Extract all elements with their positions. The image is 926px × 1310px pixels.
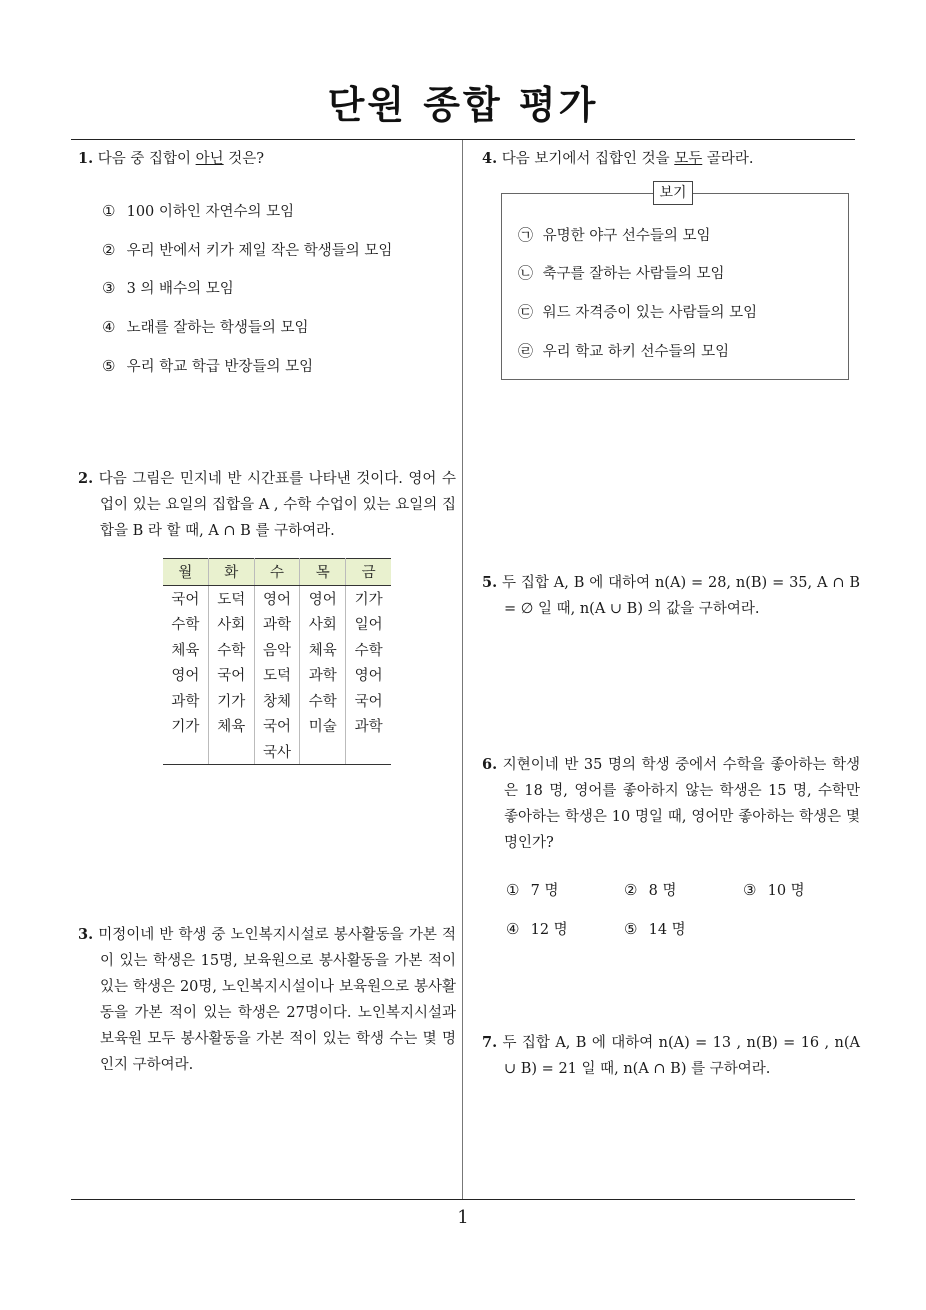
timetable-cell: 사회 (300, 611, 346, 637)
question-number: 4. (482, 150, 498, 167)
day-header: 수 (254, 559, 300, 586)
timetable-cell: 과학 (354, 719, 383, 736)
choice-marker: ④ (102, 318, 116, 336)
item-text: 유명한 야구 선수들의 모임 (542, 228, 711, 244)
timetable-row (163, 713, 391, 739)
question-3 (78, 922, 456, 1078)
question-4 (482, 146, 862, 172)
timetable-cell: 기가 (354, 591, 383, 608)
question-text-underlined: 모두 (674, 151, 703, 167)
question-text: 다음 중 집합이 (97, 151, 196, 167)
timetable-cell: 수학 (163, 611, 208, 637)
timetable-cell: 국어 (163, 585, 208, 611)
timetable-cell (300, 739, 346, 765)
choice-text: 7 명 (530, 883, 559, 899)
choice-4[interactable] (102, 317, 309, 338)
choice-text: 3 의 배수의 모임 (126, 281, 234, 297)
timetable-cell (346, 739, 391, 765)
day-header: 화 (208, 559, 254, 586)
question-number: 7. (482, 1034, 498, 1051)
question-number: 6. (482, 756, 498, 773)
footer-rule (71, 1199, 855, 1200)
timetable-row (163, 611, 391, 637)
question-7 (482, 1030, 860, 1082)
timetable-cell: 창체 (254, 688, 300, 714)
choice-marker: ③ (743, 881, 757, 899)
choice-marker: ③ (102, 279, 116, 297)
question-2 (78, 466, 456, 544)
choice-marker: ② (102, 241, 116, 259)
choice-5[interactable] (102, 356, 313, 377)
timetable-cell: 국어 (208, 662, 254, 688)
question-text-underlined: 아닌 (195, 151, 224, 167)
timetable-cell: 기가 (208, 688, 254, 714)
choice-text: 12 명 (530, 922, 568, 938)
question-text: 다음 보기에서 집합인 것을 (501, 151, 675, 167)
timetable-cell: 영어 (163, 662, 208, 688)
timetable-cell: 사회 (208, 611, 254, 637)
choice-4[interactable] (506, 919, 568, 940)
item-text: 축구를 잘하는 사람들의 모임 (542, 266, 725, 282)
example-box-label: 보기 (653, 181, 693, 205)
item-marker: ㉣ (518, 342, 534, 360)
item-text: 워드 자격증이 있는 사람들의 모임 (542, 305, 758, 321)
choice-marker: ② (624, 881, 638, 899)
choice-2[interactable] (102, 240, 392, 261)
choice-text: 노래를 잘하는 학생들의 모임 (126, 320, 309, 336)
timetable-cell: 과학 (254, 611, 300, 637)
choice-marker: ④ (506, 920, 520, 938)
choice-text: 100 이하인 자연수의 모임 (126, 204, 295, 220)
example-item-4 (518, 341, 729, 362)
timetable-cell: 체육 (208, 713, 254, 739)
question-text: 다음 그림은 민지네 반 시간표를 나타낸 것이다. 영어 수업이 있는 요일의 집합을 A , 수학 수업이 있는 요일의 집합을 B 라 할 때, A ∩ B 를 구하여라. (98, 471, 457, 539)
item-marker: ㉢ (518, 303, 534, 321)
question-text: 두 집합 A, B 에 대하여 n(A) = 28, n(B) = 35, A ∩ B = ∅ 일 때, n(A ∪ B) 의 값을 구하여라. (502, 575, 860, 617)
question-text: 지현이네 반 35 명의 학생 중에서 수학을 좋아하는 학생은 18 명, 영어를 좋아하지 않는 학생은 15 명, 수학만 좋아하는 학생은 10 명일 때, 영어만 좋아하는 학생은 몇 명인가? (502, 757, 860, 851)
item-text: 우리 학교 하키 선수들의 모임 (542, 344, 730, 360)
timetable-cell: 국어 (254, 713, 300, 739)
timetable-cell: 국사 (254, 739, 300, 765)
choice-1[interactable] (102, 201, 294, 222)
question-6 (482, 752, 860, 856)
header-rule (71, 139, 855, 140)
choice-1[interactable] (506, 880, 558, 901)
timetable-cell: 영어 (354, 668, 383, 685)
timetable-header-row (163, 559, 391, 586)
question-text: 두 집합 A, B 에 대하여 n(A) = 13 , n(B) = 16 , n(A ∪ B) = 21 일 때, n(A ∩ B) 를 구하여라. (502, 1035, 860, 1077)
example-item-3 (518, 302, 757, 323)
day-header: 목 (300, 559, 346, 586)
example-item-1 (518, 225, 711, 246)
timetable-cell (163, 739, 208, 765)
timetable-cell: 미술 (300, 713, 346, 739)
timetable-row (163, 662, 391, 688)
timetable-cell: 수학 (208, 637, 254, 663)
question-5 (482, 570, 860, 622)
timetable-cell: 수학 (300, 688, 346, 714)
question-number: 3. (78, 926, 94, 943)
example-item-2 (518, 263, 725, 284)
timetable-cell: 수학 (354, 642, 383, 659)
timetable-row (163, 739, 391, 765)
timetable-cell: 음악 (254, 637, 300, 663)
choice-3[interactable] (102, 278, 234, 299)
timetable (163, 558, 391, 765)
day-header: 월 (163, 559, 208, 586)
column-divider (462, 140, 463, 1200)
choice-text: 우리 학교 학급 반장들의 모임 (126, 359, 314, 375)
page-number: 1 (457, 1207, 469, 1228)
choice-marker: ⑤ (624, 920, 638, 938)
timetable-cell: 일어 (354, 617, 383, 634)
timetable-cell: 과학 (300, 662, 346, 688)
choice-text: 8 명 (648, 883, 677, 899)
timetable-cell: 기가 (163, 713, 208, 739)
choice-marker: ① (506, 881, 520, 899)
choice-3[interactable] (743, 880, 805, 901)
day-header: 금 (346, 559, 391, 586)
timetable-cell: 도덕 (254, 662, 300, 688)
item-marker: ㉠ (518, 226, 534, 244)
question-text: 골라라. (702, 151, 754, 167)
timetable-cell: 체육 (300, 637, 346, 663)
timetable-cell: 체육 (163, 637, 208, 663)
question-number: 1. (78, 150, 94, 167)
timetable-cell: 과학 (163, 688, 208, 714)
choice-text: 10 명 (767, 883, 805, 899)
choice-text: 우리 반에서 키가 제일 작은 학생들의 모임 (126, 243, 393, 259)
timetable-cell: 국어 (354, 693, 383, 710)
timetable-row (163, 585, 391, 611)
question-number: 5. (482, 574, 498, 591)
choice-marker: ① (102, 202, 116, 220)
timetable-cell (208, 739, 254, 765)
timetable-row (163, 688, 391, 714)
choice-text: 14 명 (648, 922, 686, 938)
question-1 (78, 146, 458, 172)
page-title: 단원 종합 평가 (327, 83, 599, 127)
choice-marker: ⑤ (102, 357, 116, 375)
choice-5[interactable] (624, 919, 686, 940)
item-marker: ㉡ (518, 264, 534, 282)
question-text: 것은? (223, 151, 265, 167)
choice-2[interactable] (624, 880, 676, 901)
timetable-row (163, 637, 391, 663)
question-number: 2. (78, 470, 94, 487)
timetable-cell: 도덕 (208, 585, 254, 611)
timetable-cell: 영어 (254, 585, 300, 611)
timetable-cell: 영어 (300, 585, 346, 611)
question-text: 미정이네 반 학생 중 노인복지시설로 봉사활동을 가본 적이 있는 학생은 15명, 보육원으로 봉사활동을 가본 적이 있는 학생은 20명, 노인복지시설이나 보육원으로 봉사활동을 가본 적이 있는 학생은 27명이다. 노인복지시설과 보육원 모두 봉사활동을 가본 적이 있는 학생 수는 몇 명인지 구하여라. (98, 927, 456, 1073)
